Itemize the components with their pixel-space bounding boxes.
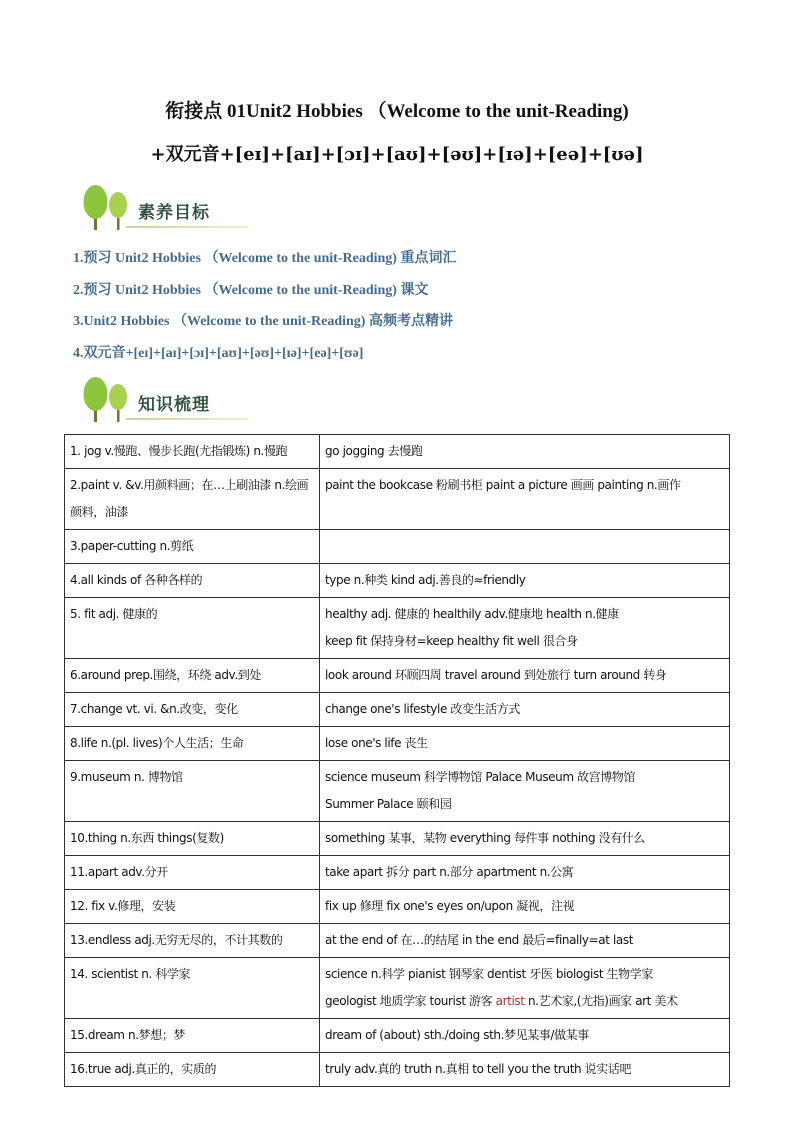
table-row xyxy=(65,761,730,822)
vocab-notes-cell xyxy=(320,924,730,958)
table-row xyxy=(65,564,730,598)
table-row xyxy=(65,727,730,761)
note-line: science n.科学 pianist 钢琴家 dentist 牙医 biologist 生物学家 xyxy=(325,967,653,981)
vocab-word-cell: 15.dream n.梦想；梦 xyxy=(65,1019,320,1053)
vocab-word-cell: 1. jog v.慢跑、慢步长跑(尤指锻炼) n.慢跑 xyxy=(65,435,320,469)
note-line: lose one's life 丧生 xyxy=(325,736,428,750)
page-subtitle: +双元音+[eɪ]+[aɪ]+[ɔɪ]+[aʊ]+[əʊ]+[ɪə]+[eə]+[ʊə] xyxy=(150,144,644,165)
vocab-word-cell: 2.paint v. &v.用颜料画；在…上刷油漆 n.绘画颜料，油漆 xyxy=(65,469,320,530)
table-row xyxy=(65,693,730,727)
vocab-notes-cell xyxy=(320,856,730,890)
table-row xyxy=(65,822,730,856)
note-line: look around 环顾四周 travel around 到处旅行 turn around 转身 xyxy=(325,668,667,682)
vocab-notes-cell xyxy=(320,564,730,598)
note-line: science museum 科学博物馆 Palace Museum 故宫博物馆 xyxy=(325,770,636,784)
goal-item: 4.双元音+[eɪ]+[aɪ]+[ɔɪ]+[aʊ]+[əʊ]+[ɪə]+[eə]+[ʊə] xyxy=(73,345,364,361)
vocab-notes-cell xyxy=(320,435,730,469)
divider xyxy=(126,226,248,228)
section-label: 知识梳理 xyxy=(138,395,210,415)
table-row xyxy=(65,890,730,924)
vocab-word-cell: 6.around prep.围绕，环绕 adv.到处 xyxy=(65,659,320,693)
table-row xyxy=(65,469,730,530)
table-row xyxy=(65,1019,730,1053)
vocab-word-cell: 3.paper-cutting n.剪纸 xyxy=(65,530,320,564)
vocab-word-cell: 12. fix v.修理，安装 xyxy=(65,890,320,924)
tree-icon xyxy=(80,376,136,424)
goal-item: 3.Unit2 Hobbies （Welcome to the unit-Reading) 高频考点精讲 xyxy=(73,314,453,329)
note-line: type n.种类 kind adj.善良的≈friendly xyxy=(325,573,526,587)
vocab-notes-cell xyxy=(320,1053,730,1087)
vocab-notes-cell xyxy=(320,727,730,761)
goal-item: 1.预习 Unit2 Hobbies （Welcome to the unit-Reading) 重点词汇 xyxy=(73,251,457,266)
highlighted-word: artist xyxy=(495,994,525,1008)
vocab-word-cell: 16.true adj.真正的，实质的 xyxy=(65,1053,320,1087)
table-row xyxy=(65,856,730,890)
vocab-word-cell: 10.thing n.东西 things(复数) xyxy=(65,822,320,856)
vocab-table xyxy=(64,434,730,1087)
note-line: dream of (about) sth./doing sth.梦见某事/做某事 xyxy=(325,1028,589,1042)
vocab-word-cell: 9.museum n. 博物馆 xyxy=(65,761,320,822)
vocab-notes-cell xyxy=(320,958,730,1019)
note-text: n.艺术家,(尤指)画家 art 美术 xyxy=(524,994,678,1008)
note-line: keep fit 保持身材=keep healthy fit well 很合身 xyxy=(325,634,578,648)
vocab-word-cell: 7.change vt. vi. &n.改变，变化 xyxy=(65,693,320,727)
vocab-word-cell: 14. scientist n. 科学家 xyxy=(65,958,320,1019)
vocab-notes-cell xyxy=(320,469,730,530)
note-line: healthy adj. 健康的 healthily adv.健康地 health n.健康 xyxy=(325,607,619,621)
note-line: change one's lifestyle 改变生活方式 xyxy=(325,702,520,716)
table-row xyxy=(65,659,730,693)
table-row xyxy=(65,530,730,564)
section-label: 素养目标 xyxy=(138,203,210,223)
table-row xyxy=(65,435,730,469)
table-row xyxy=(65,598,730,659)
table-row xyxy=(65,924,730,958)
note-line: truly adv.真的 truth n.真相 to tell you the truth 说实话吧 xyxy=(325,1062,632,1076)
page-title: 衔接点 01Unit2 Hobbies （Welcome to the unit-Reading) xyxy=(165,101,629,122)
vocab-word-cell: 11.apart adv.分开 xyxy=(65,856,320,890)
note-line xyxy=(325,533,724,560)
vocab-word-cell: 8.life n.(pl. lives)个人生活；生命 xyxy=(65,727,320,761)
note-line: at the end of 在…的结尾 in the end 最后=finally=at last xyxy=(325,933,633,947)
note-line: take apart 拆分 part n.部分 apartment n.公寓 xyxy=(325,865,574,879)
note-line: something 某事，某物 everything 每件事 nothing 没有什么 xyxy=(325,831,645,845)
vocab-notes-cell xyxy=(320,1019,730,1053)
note-line xyxy=(325,988,724,1015)
table-row xyxy=(65,958,730,1019)
vocab-notes-cell xyxy=(320,890,730,924)
vocab-notes-cell xyxy=(320,693,730,727)
section-heading-knowledge xyxy=(80,376,250,424)
vocab-notes-cell xyxy=(320,530,730,564)
note-line: go jogging 去慢跑 xyxy=(325,444,423,458)
vocab-notes-cell xyxy=(320,659,730,693)
tree-icon xyxy=(80,184,136,232)
goal-item: 2.预习 Unit2 Hobbies （Welcome to the unit-Reading) 课文 xyxy=(73,282,429,298)
vocab-notes-cell xyxy=(320,598,730,659)
table-row xyxy=(65,1053,730,1087)
vocab-notes-cell xyxy=(320,761,730,822)
note-line: Summer Palace 颐和园 xyxy=(325,797,452,811)
section-heading-goals xyxy=(80,184,250,232)
divider xyxy=(126,418,248,420)
vocab-word-cell: 13.endless adj.无穷无尽的，不计其数的 xyxy=(65,924,320,958)
note-text: geologist 地质学家 tourist 游客 xyxy=(325,994,496,1008)
note-line: paint the bookcase 粉刷书柜 paint a picture 画画 painting n.画作 xyxy=(325,478,681,492)
goals-list xyxy=(73,248,456,374)
vocab-notes-cell xyxy=(320,822,730,856)
vocab-word-cell: 4.all kinds of 各种各样的 xyxy=(65,564,320,598)
note-line: fix up 修理 fix one's eyes on/upon 凝视，注视 xyxy=(325,899,575,913)
vocab-word-cell: 5. fit adj. 健康的 xyxy=(65,598,320,659)
